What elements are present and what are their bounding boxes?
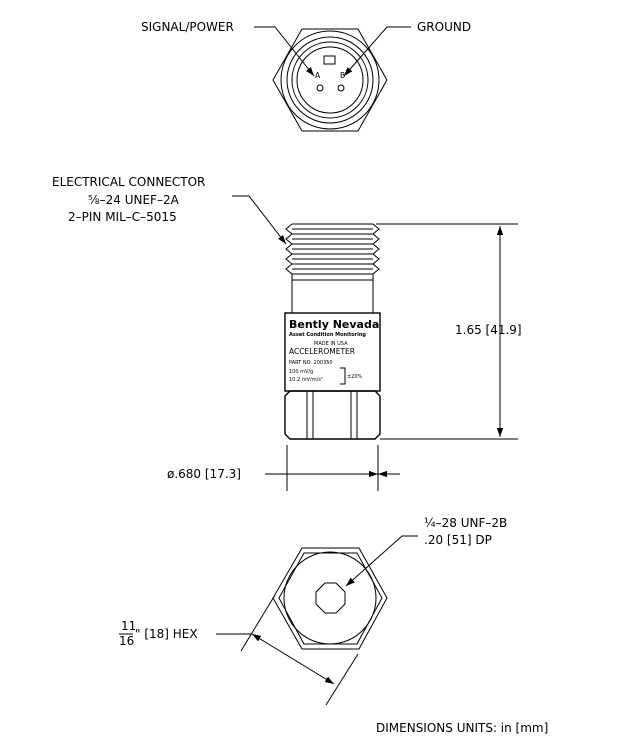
hex-fraction-num: 11	[121, 619, 137, 633]
top-hex-outline	[273, 29, 387, 131]
top-ring-outer	[281, 31, 379, 129]
connector-neck	[292, 280, 373, 313]
tolerance-label: ±20%	[347, 374, 363, 380]
pin-a-hole	[317, 85, 323, 91]
connector-line3: 2–PIN MIL–C–5015	[68, 210, 177, 224]
hex-dim-line	[252, 634, 334, 684]
pin-b-hole	[338, 85, 344, 91]
bottom-hex-inner	[279, 553, 382, 644]
hex-base-side	[285, 391, 380, 439]
hex-size-label: " [18] HEX	[135, 627, 198, 641]
part-number: PART NO. 200350	[289, 360, 333, 366]
bottom-hex-outline	[273, 548, 387, 649]
connector-leader	[232, 196, 286, 244]
side-view	[52, 175, 522, 491]
height-label: 1.65 [41.9]	[455, 323, 522, 337]
units-note: DIMENSIONS UNITS: in [mm]	[376, 721, 549, 735]
top-ring-3	[292, 42, 368, 118]
pin-a-label: A	[315, 71, 321, 80]
ground-label: GROUND	[417, 20, 472, 34]
thread-line1: ¼–28 UNF–2B	[424, 516, 508, 530]
brand-tagline: Asset Condition Monitoring	[289, 332, 366, 338]
top-ring-4	[297, 47, 363, 113]
connector-line2: ⅝–24 UNEF–2A	[88, 193, 179, 207]
top-view	[141, 20, 471, 131]
brand-name: Bently Nevada	[289, 318, 380, 331]
pin-b-label: B	[340, 71, 346, 80]
tapped-hole	[316, 583, 345, 613]
bottom-ring	[284, 552, 376, 644]
hex-fraction-den: 16	[119, 634, 135, 648]
product-name: ACCELEROMETER	[289, 347, 355, 356]
hex-ext-1	[241, 595, 275, 651]
made-in-label: MADE IN USA	[314, 341, 348, 347]
signal-power-label: SIGNAL/POWER	[141, 20, 234, 34]
diameter-label: ø.680 [17.3]	[167, 467, 241, 481]
sensitivity-line2: 10.2 mV/m/s²	[289, 377, 323, 383]
thread-line2: .20 [51] DP	[424, 533, 492, 547]
connector-thread	[286, 224, 379, 280]
tolerance-bracket	[340, 368, 345, 384]
hex-ext-2	[326, 654, 358, 705]
sensitivity-line1: 100 mV/g	[289, 369, 314, 375]
bottom-view	[119, 516, 507, 705]
key-slot	[324, 56, 335, 64]
connector-line1: ELECTRICAL CONNECTOR	[52, 175, 206, 189]
top-ring-2	[287, 37, 373, 123]
